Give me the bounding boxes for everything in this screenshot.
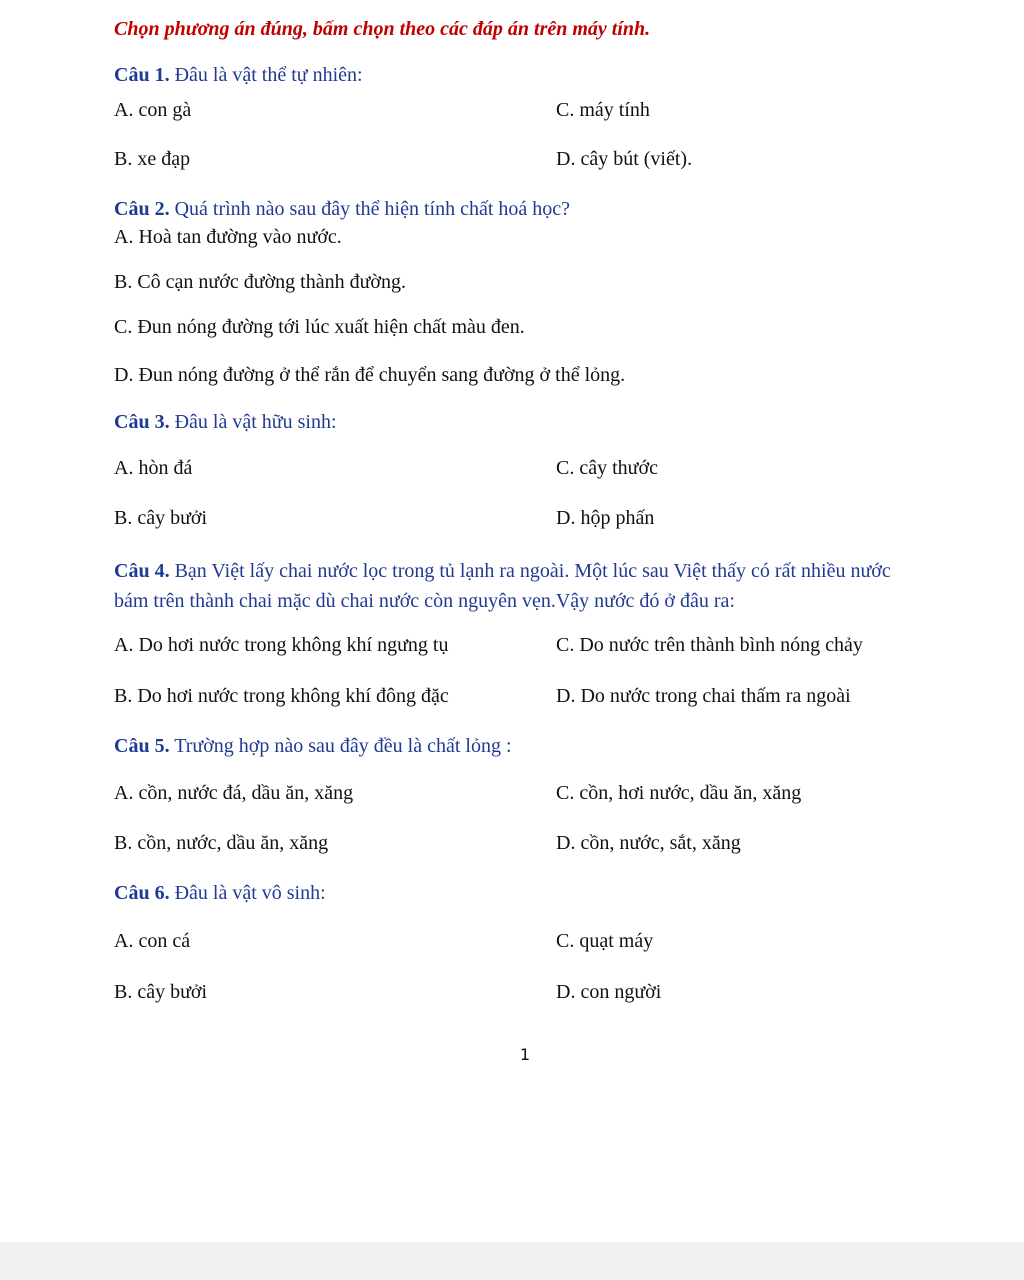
question-number: Câu 5.: [114, 735, 170, 757]
question-4: [114, 556, 904, 616]
question-text: Bạn Việt lấy chai nước lọc trong tủ lạnh ra ngoài. Một lúc sau Việt thấy có rất nhiều nước bám trên thành chai mặc dù chai nước còn nguyên vẹn.Vậy nước đó ở đâu ra:: [114, 560, 891, 612]
q4-option-a[interactable]: A. Do hơi nước trong không khí ngưng tụ: [114, 634, 449, 656]
q6-option-a[interactable]: A. con cá: [114, 930, 191, 952]
question-text: Đâu là vật vô sinh:: [169, 882, 326, 904]
question-2: [114, 198, 570, 221]
question-6: [114, 882, 326, 905]
q5-option-c[interactable]: C. cồn, hơi nước, dầu ăn, xăng: [556, 782, 802, 804]
question-5: [114, 735, 512, 758]
q3-option-b[interactable]: B. cây bưởi: [114, 507, 208, 529]
q5-option-d[interactable]: D. cồn, nước, sắt, xăng: [556, 832, 741, 854]
q5-option-a[interactable]: A. cồn, nước đá, dầu ăn, xăng: [114, 782, 354, 804]
question-3: [114, 411, 337, 434]
q1-option-b[interactable]: B. xe đạp: [114, 148, 191, 170]
q5-option-b[interactable]: B. cồn, nước, dầu ăn, xăng: [114, 832, 329, 854]
viewer-bottom-bar: [0, 1242, 1024, 1280]
q2-option-a[interactable]: A. Hoà tan đường vào nước.: [114, 226, 342, 248]
q2-option-c[interactable]: C. Đun nóng đường tới lúc xuất hiện chất màu đen.: [114, 316, 525, 338]
q1-option-d[interactable]: D. cây bút (viết).: [556, 148, 693, 170]
q2-option-b[interactable]: B. Cô cạn nước đường thành đường.: [114, 271, 406, 293]
question-number: Câu 6.: [114, 882, 170, 904]
question-number: Câu 2.: [114, 198, 170, 220]
q3-option-d[interactable]: D. hộp phấn: [556, 507, 655, 529]
question-text: Trường hợp nào sau đây đều là chất lỏng :: [169, 735, 512, 757]
q6-option-d[interactable]: D. con người: [556, 981, 662, 1003]
q1-option-c[interactable]: C. máy tính: [556, 99, 650, 121]
page-number: 1: [519, 1045, 531, 1064]
question-1: [114, 64, 363, 87]
q2-option-d[interactable]: D. Đun nóng đường ở thể rắn để chuyển sang đường ở thể lỏng.: [114, 364, 626, 386]
q4-option-b[interactable]: B. Do hơi nước trong không khí đông đặc: [114, 685, 449, 707]
instruction-heading: Chọn phương án đúng, bấm chọn theo các đáp án trên máy tính.: [114, 18, 651, 40]
question-text: Quá trình nào sau đây thể hiện tính chất hoá học?: [169, 198, 571, 220]
question-number: Câu 4.: [114, 560, 170, 582]
q3-option-a[interactable]: A. hòn đá: [114, 457, 193, 479]
q4-option-d[interactable]: D. Do nước trong chai thấm ra ngoài: [556, 685, 851, 707]
q1-option-a[interactable]: A. con gà: [114, 99, 192, 121]
question-number: Câu 3.: [114, 411, 170, 433]
q6-option-b[interactable]: B. cây bưởi: [114, 981, 208, 1003]
question-text: Đâu là vật thể tự nhiên:: [169, 64, 363, 86]
q4-option-c[interactable]: C. Do nước trên thành bình nóng chảy: [556, 634, 863, 656]
q3-option-c[interactable]: C. cây thước: [556, 457, 658, 479]
question-text: Đâu là vật hữu sinh:: [169, 411, 337, 433]
question-number: Câu 1.: [114, 64, 170, 86]
q6-option-c[interactable]: C. quạt máy: [556, 930, 654, 952]
